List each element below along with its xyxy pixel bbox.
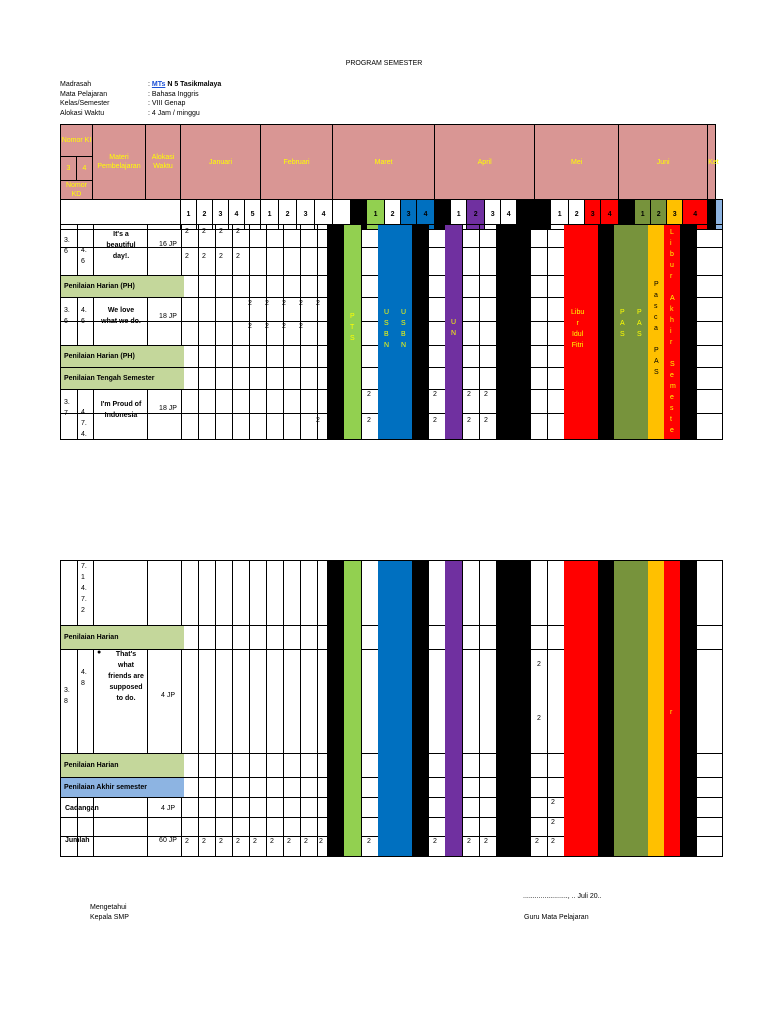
week-cell: 3 [297, 200, 315, 230]
value-cell: 2 [185, 253, 189, 260]
value-cell: 2 [304, 838, 308, 845]
week-cell: 3 [485, 200, 501, 230]
black-column [680, 561, 696, 856]
un-column [445, 561, 462, 856]
week-cell: 2 [569, 200, 585, 230]
value-cell: 2 [253, 838, 257, 845]
value-cell: 2 [236, 838, 240, 845]
column-line [462, 225, 463, 439]
madrasah-link[interactable]: MTs [151, 81, 166, 88]
usbn-label-2: U S B N [401, 309, 407, 349]
week-cell: 4 [683, 200, 708, 230]
kd-cell: 4. 7. 4. [81, 409, 87, 438]
month-mei: Mei [535, 125, 619, 200]
month-maret: Maret [333, 125, 435, 200]
column-line [696, 225, 697, 439]
column-line [198, 561, 199, 856]
column-line [266, 561, 267, 856]
document-title: PROGRAM SEMESTER [345, 60, 423, 67]
jp-cell: 16 JP [159, 241, 177, 248]
black-column [412, 225, 428, 439]
value-cell: 2 [299, 323, 303, 330]
week-cell: 1 [451, 200, 467, 230]
pas-label-1: P A S [620, 309, 625, 338]
value-cell: 2 [319, 838, 323, 845]
month-april: April [435, 125, 535, 200]
guru-label: Guru Mata Pelajaran [524, 914, 589, 921]
usbn-column-2 [395, 561, 412, 856]
black-column [680, 225, 696, 439]
value-cell: 2 [367, 391, 371, 398]
pas-row: Penilaian Akhir semester [61, 778, 184, 797]
value-cell: 2 [535, 838, 539, 845]
value-cell: 2 [248, 300, 252, 307]
month-januari: Januari [181, 125, 261, 200]
value-cell: 2 [185, 228, 189, 235]
week-cell: 4 [417, 200, 435, 230]
value-cell: 2 [551, 799, 555, 806]
week-cell: 3 [213, 200, 229, 230]
week-cell: 2 [197, 200, 213, 230]
ph-row-4: Penilaian Harian [61, 754, 184, 777]
value-cell: 2 [265, 300, 269, 307]
week-cell: 1 [261, 200, 279, 230]
pasca-pas-column [648, 561, 664, 856]
un-label: U N [451, 319, 457, 337]
value-cell: 2 [236, 228, 240, 235]
cadangan-label: Cadangan [65, 805, 99, 812]
materi-cell: I'm Proud of Indonesia [100, 401, 142, 419]
cadangan-jp: 4 JP [160, 805, 175, 812]
ki-4: 4 [77, 157, 93, 181]
value-cell: 2 [287, 838, 291, 845]
pas-label-2: P A S [637, 309, 642, 338]
week-cell: 3 [401, 200, 417, 230]
value-cell: 2 [551, 838, 555, 845]
kd-cell: 4. 6 [81, 307, 87, 325]
value-cell: 2 [467, 838, 471, 845]
column-line [283, 561, 284, 856]
value-cell: 2 [484, 391, 488, 398]
value-cell: 2 [316, 417, 320, 424]
jumlah-label: Jumlah [65, 837, 90, 844]
ph-row-2: Penilaian Harian (PH) [61, 346, 184, 367]
mengetahui-label: Mengetahui [90, 904, 127, 911]
column-line [300, 561, 301, 856]
value-cell: 2 [282, 300, 286, 307]
week-cell: 1 [635, 200, 651, 230]
value-cell: 2 [202, 838, 206, 845]
week-cell: 2 [467, 200, 485, 230]
black-column [327, 561, 344, 856]
top-body [60, 224, 723, 440]
column-line [361, 225, 362, 439]
value-cell: 2 [219, 838, 223, 845]
kd-cell: 4. 8 [81, 669, 87, 687]
week-cell: 1 [367, 200, 385, 230]
black-column [412, 561, 428, 856]
column-line [215, 561, 216, 856]
week-cell: 4 [501, 200, 517, 230]
value-cell: 2 [551, 819, 555, 826]
value-cell: 2 [484, 838, 488, 845]
pas-column-2 [631, 561, 648, 856]
column-line [547, 561, 548, 856]
value-cell: 2 [537, 661, 541, 668]
week-cell: 1 [181, 200, 197, 230]
value-cell: 2 [219, 253, 223, 260]
week-cell: 4 [601, 200, 619, 230]
kelas-label: Kelas/Semester [60, 100, 110, 107]
value-cell: 2 [316, 300, 320, 307]
column-line [428, 225, 429, 439]
value-cell: 2 [433, 838, 437, 845]
column-line [479, 225, 480, 439]
nomor-kd-header: Nomor KD [61, 181, 93, 200]
column-line [215, 225, 216, 439]
black-column [496, 561, 530, 856]
value-cell: 2 [537, 715, 541, 722]
pts-row: Penilaian Tengah Semester [61, 368, 184, 389]
column-line [232, 561, 233, 856]
column-line [249, 225, 250, 439]
jumlah-jp: 60 JP [159, 837, 177, 844]
usbn-label-1: U S B N [384, 309, 390, 349]
column-line [147, 225, 148, 439]
value-cell: 2 [299, 300, 303, 307]
kelas-value: : VIII Genap [148, 100, 186, 107]
pasca-pas-label: P a s c a P A S [654, 281, 659, 376]
column-line [530, 225, 531, 439]
column-line [361, 561, 362, 856]
ki-cell: 3. 6 [64, 307, 70, 325]
pts-column [344, 561, 361, 856]
value-cell: 2 [202, 228, 206, 235]
column-line [198, 225, 199, 439]
column-line [530, 561, 531, 856]
column-line [317, 225, 318, 439]
mapel-value: : Bahasa Inggris [148, 90, 199, 98]
ki-cell: 3. 8 [64, 687, 70, 705]
week-cell: 3 [667, 200, 683, 230]
week-cell: 2 [279, 200, 297, 230]
nomor-ki-header: Nomor KI [61, 125, 93, 157]
value-cell: 2 [467, 417, 471, 424]
jp-cell: 18 JP [159, 313, 177, 320]
madrasah-name: N 5 Tasikmalaya [165, 81, 222, 88]
black-column [496, 225, 530, 439]
value-cell: 2 [202, 253, 206, 260]
column-line [249, 561, 250, 856]
jp-cell: 18 JP [159, 405, 177, 412]
column-line [283, 225, 284, 439]
madrasah-label: Madrasah [60, 81, 92, 88]
column-line [547, 225, 548, 439]
column-line [428, 561, 429, 856]
bottom-body [60, 560, 723, 857]
value-cell: 2 [270, 838, 274, 845]
value-cell: 2 [433, 391, 437, 398]
kepala-label: Kepala SMP [90, 914, 129, 921]
materi-cell: It's a beautiful day!. [106, 231, 136, 260]
black-column [598, 225, 614, 439]
bullet-icon: ● [97, 649, 102, 656]
ki-cell: 3. 7 [64, 399, 70, 417]
ph-row-3: Penilaian Harian [61, 626, 184, 649]
value-cell: 2 [367, 838, 371, 845]
week-cell: 1 [551, 200, 569, 230]
column-line [147, 561, 148, 856]
materi-cell: We love what we do. [101, 307, 141, 325]
alokasi-header: Alokasi Waktu [146, 125, 181, 200]
jp-cell: 4 JP [160, 692, 175, 699]
column-line [77, 225, 78, 439]
column-line [317, 561, 318, 856]
libur-idul-fitri-label: Libu r Idul Fitri [571, 309, 585, 349]
column-line [266, 225, 267, 439]
value-cell: 2 [433, 417, 437, 424]
column-line [300, 225, 301, 439]
identity-block [60, 80, 221, 118]
materi-header: Materi Pembelajaran [93, 125, 146, 200]
black-column [327, 225, 344, 439]
week-cell: 2 [651, 200, 667, 230]
column-line [93, 225, 94, 439]
libur-akhir-label-end: r [670, 709, 673, 716]
value-cell: 2 [248, 323, 252, 330]
pas-column-1 [614, 561, 631, 856]
value-cell: 2 [484, 417, 488, 424]
value-cell: 2 [219, 228, 223, 235]
value-cell: 2 [467, 391, 471, 398]
black-column [598, 561, 614, 856]
ket-header: Ket [708, 125, 715, 200]
value-cell: 2 [236, 253, 240, 260]
alokasi-label: Alokasi Waktu [60, 109, 105, 117]
kd-cell: 4. 6 [81, 247, 87, 265]
week-cell: 2 [385, 200, 401, 230]
week-cell: 4 [315, 200, 333, 230]
date-line: ......................., .. Juli 20.. [523, 893, 602, 900]
week-cell: 3 [585, 200, 601, 230]
column-line [696, 561, 697, 856]
mapel-label: Mata Pelajaran [60, 90, 108, 98]
alokasi-value: : 4 Jam / minggu [148, 109, 200, 117]
libur-akhir-label: L i b u r A k h i r S e m e s t e [670, 229, 676, 434]
column-line [462, 561, 463, 856]
colon: : [148, 81, 152, 88]
ki-3: 3 [61, 157, 77, 181]
usbn-column-1 [378, 561, 395, 856]
column-line [232, 225, 233, 439]
kd-cell: 7. 1 4. 7. 2 [81, 563, 87, 614]
program-table-top [60, 124, 723, 230]
value-cell: 2 [185, 838, 189, 845]
month-juni: Juni [619, 125, 708, 200]
week-cell: 4 [229, 200, 245, 230]
pts-label: P T S [350, 313, 355, 342]
ki-cell: 3. 6 [64, 237, 70, 255]
value-cell: 2 [367, 417, 371, 424]
column-line [479, 561, 480, 856]
week-cell: 5 [245, 200, 261, 230]
month-februari: Februari [261, 125, 333, 200]
value-cell: 2 [282, 323, 286, 330]
materi-cell: That's what friends are supposed to do. [108, 651, 144, 702]
value-cell: 2 [265, 323, 269, 330]
libur-idul-fitri-column [564, 561, 598, 856]
ph-row-1: Penilaian Harian (PH) [61, 276, 184, 297]
